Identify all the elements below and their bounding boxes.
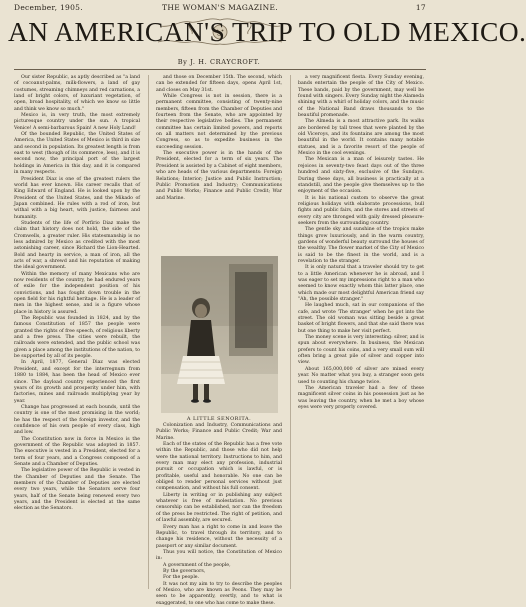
header-page-number: 17: [415, 3, 426, 12]
paragraph: The legislative power of the Republic is vested in the Chamber of Deputies and the Senate. The members of the Chamber of Deputies are elected every two years, while the Senators serve four years, half of the Senate being renewed every two years, and the President is elected at the same election as the Senators.: [14, 468, 140, 512]
text-column-2: [156, 75, 282, 255]
article-title: AN AMERICAN'S TRIP TO OLD MEXICO.: [8, 16, 526, 47]
paragraph: a very magnificent fiesta. Every Sunday evening, bands entertain the people of the City of Mexico. These bands, paid by the government, may well be found with singers. Every Sunday night the Alameda shining with a whirl of holiday colors, and the music of the National Band draws thousands to the beautiful promenade.: [298, 75, 424, 119]
paragraph: Students of the life of Porfirio Diaz make the claim that history does not hold, the side of the Cromwells, a greater ruler. His statesmanship is no less admired by Mexico as credited with the most astonishing career, since Richard the Lion-Hearted. Bold and hearty in service, a man of iron, all the acts of war, a shrewd and his reputation of making the ideal government.: [14, 220, 140, 271]
paragraph: The Constitution now in force in Mexico is the government of the Republic was adopted in 1857. The executive is vested in a President, elected for a term of four years, and a Congress composed of a Senate and a Chamber of Deputies.: [14, 436, 140, 467]
paragraph: The executive power is in the hands of the President, elected for a term of six years. The President is assisted by a Cabinet of eight members, who are heads of the various departments: Foreign Relations; Interior; Justice and Public Instruction; Public Promotion and Industry; Communications and Public Works; Finance and Public Credit; War and Marine.: [156, 151, 282, 201]
paragraph: While Congress is not in session, there is a permanent committee, consisting of twenty-nine members, fifteen from the Chamber of Deputies and fourteen from the Senate, who are appointed by their respective legislative bodies. The permanent committee has certain limited powers, and reports on all matters not determined by the previous Congress, so as to expedite business in the succeeding session.: [156, 94, 282, 150]
article-byline: By J. H. CRAYCROFT.: [177, 58, 261, 66]
paragraph: By the governors,: [163, 568, 206, 574]
text-column-1: [14, 75, 140, 589]
paragraph: The Mexican is a man of leisurely tastes. He rejoices in seventy-two feast days out of the three hundred and sixty-five, exclusive of the Sundays. During these days, all business is practically at a standstill, and the people give themselves up to the enjoyment of the occasion.: [298, 157, 424, 195]
paragraph: It is only natural that a traveler should try to get to a little American whenever he is abroad, and I was eager to set my impressions right to a man who seemed to know exactly whom this latter place, one which made our most delightful American friend say "Ah, the possible stranger.": [298, 265, 424, 303]
paragraph: Thus you will notice, the Constitution of Mexico in:: [156, 549, 282, 562]
paragraph: Mexico is, in very truth, the most extremely picturesque country under the sun. A tropical Venice! A semi-barbarous Spain! A new Holy Land!: [14, 113, 140, 131]
paragraph: About 165,000,000 of silver are mined every year. No matter what you buy, a stranger soon gets used to counting his change twice.: [298, 366, 424, 385]
senorita-photo: [161, 256, 278, 413]
paragraph: Our sister Republic, as aptly described as "a land of cocoanut-palms, milk-flowers, a land of gay costumes, streaming chimneys and red carnations, a land of bright colors, of luxuriant vegetation, of open, broad hospitality, of which we know so little and think we know so much.": [14, 75, 140, 112]
paragraph: Liberty in writing or in publishing any subject whatever is free of molestation. No previous censorship can be established, nor can the freedom of the press be restricted. The right of petition, and of lawful assembly, are secured.: [156, 492, 282, 524]
paragraph: Each of the states of the Republic has a free vote within the Republic, and those who did not help were the national territory. Instructions to him, and every man may elect any profession, industrial pursuit or occupation which is lawful, or is profitable, useful and honorable. No one can be obliged to render personal services without just compensation, and without his full consent.: [156, 442, 282, 492]
paragraph: and those on December 15th. The second, which can be extended for fifteen days, opens April 1st, and closes on May 31st.: [156, 75, 282, 93]
paragraph: Change has progressed at each bounds, until the country is one of the most promising in the world; he has the respect of the foreign investor, and the confidence of his own people of every class, high and low.: [14, 404, 140, 436]
paragraph: He laughed much, sat in our companions of the cafe, and wrote 'The stranger' when he got into the street. The old woman was sitting beside a great basket of bright flowers, and that she said there was but one thing to make her visit perfect.: [298, 303, 424, 334]
paragraph: It was not my aim to try to describe the peoples of Mexico, who are known as Peons. They may be seen to be apparently, overtly, and to what is exaggerated, to one who has come to make these.: [156, 581, 282, 606]
photo-illustration-icon: [161, 256, 278, 413]
title-rule: [14, 69, 426, 70]
text-column-2-continued: [156, 423, 282, 606]
paragraph: The American traveler had a few of these magnificent silver coins in his possession just as he was leaving the country, when he met a boy whose eyes were very properly covered.: [298, 385, 424, 410]
paragraph: The Almeda is a most attractive park. Its walks are bordered by tall trees that were planted by the old Viceroys, and its fountains are among the most beautiful in the world. It contains many notable statues, and is a favorite resort of the people of Mexico in the cool evenings.: [298, 119, 424, 157]
paragraph: It is his national custom to observe the great religious holidays with elaborate processions, bull fights and public fairs, and the stores and streets of every city are thronged with gaily dressed pleasure-seekers from the surrounding country.: [298, 195, 424, 226]
paragraph: President Diaz is one of the greatest rulers the world has ever known. His career recalls that of King Edward of England. He is looked upon by the President of the United States, and the Mikado of Japan combined. He rules with a rod of iron, but withal with a big heart, with justice, fairness and humanity.: [14, 176, 140, 220]
text-column-3: [298, 75, 424, 589]
paragraph: The Republic was founded in 1824, and by the famous Constitution of 1857 the people were granted the rights of free speech, of religious liberty and a free press. The cities were rebuilt, the railroads were extended, and the public school was given a place among the institutions of the nation, to be supported by all of its people.: [14, 316, 140, 360]
header-magazine-name: THE WOMAN'S MAGAZINE.: [162, 3, 278, 12]
column-divider: [290, 75, 291, 589]
column-divider: [148, 75, 149, 589]
header-date: December, 1905.: [14, 3, 83, 12]
paragraph: A government of the people,: [163, 562, 231, 568]
paragraph: Of the bounded Republic, the United States of America, the United States of Mexico is third in size and second in population. Its greatest length is from east to west (though of its commerce, less), and it is second now, the principal port of the largest holdings in America in this day, and it is compared in many respects.: [14, 132, 140, 176]
paragraph: The money scene is very interesting: silver, and is spun about everywhere. In business, the Mexican prefers to count his coins, and a very small sum will often bring a great pile of silver and copper into view.: [298, 335, 424, 366]
paragraph: Colonization and Industry, Communications and Public Works; Finance and Public Credit; War and Marine.: [156, 423, 282, 441]
paragraph: For the people.: [163, 575, 200, 581]
paragraph: The gentle sky and sunshine of the tropics make things grow luxuriously, and in the warm country, gardens of wonderful beauty surround the houses of the wealthy. The flower market of the City of Mexico is said to be the finest in the world, and is a revelation to the stranger.: [298, 227, 424, 264]
paragraph: Within the memory of many Mexicans who are now residents of the country, he had endured years of exile for the independent position of his convictions, and has fought down trouble in the open field for his rightful heritage. He is a leader of men in the highest sense, and is a figure whose place in history is assured.: [14, 271, 140, 315]
photo-caption: A LITTLE SENORITA.: [186, 416, 252, 422]
paragraph: Every man has a right to come in and leave the Republic, to travel through its territory, and to change his residence, without the necessity of a passport or any similar document.: [156, 524, 282, 549]
paragraph: In April, 1877, General Diaz was elected President, and except for the interregnum from 1880 to 1884, has been the head of Mexico ever since. The dayload country experienced the first years of its growth and prosperity under him, with factories, mines and railroads multiplying year by year.: [14, 360, 140, 404]
